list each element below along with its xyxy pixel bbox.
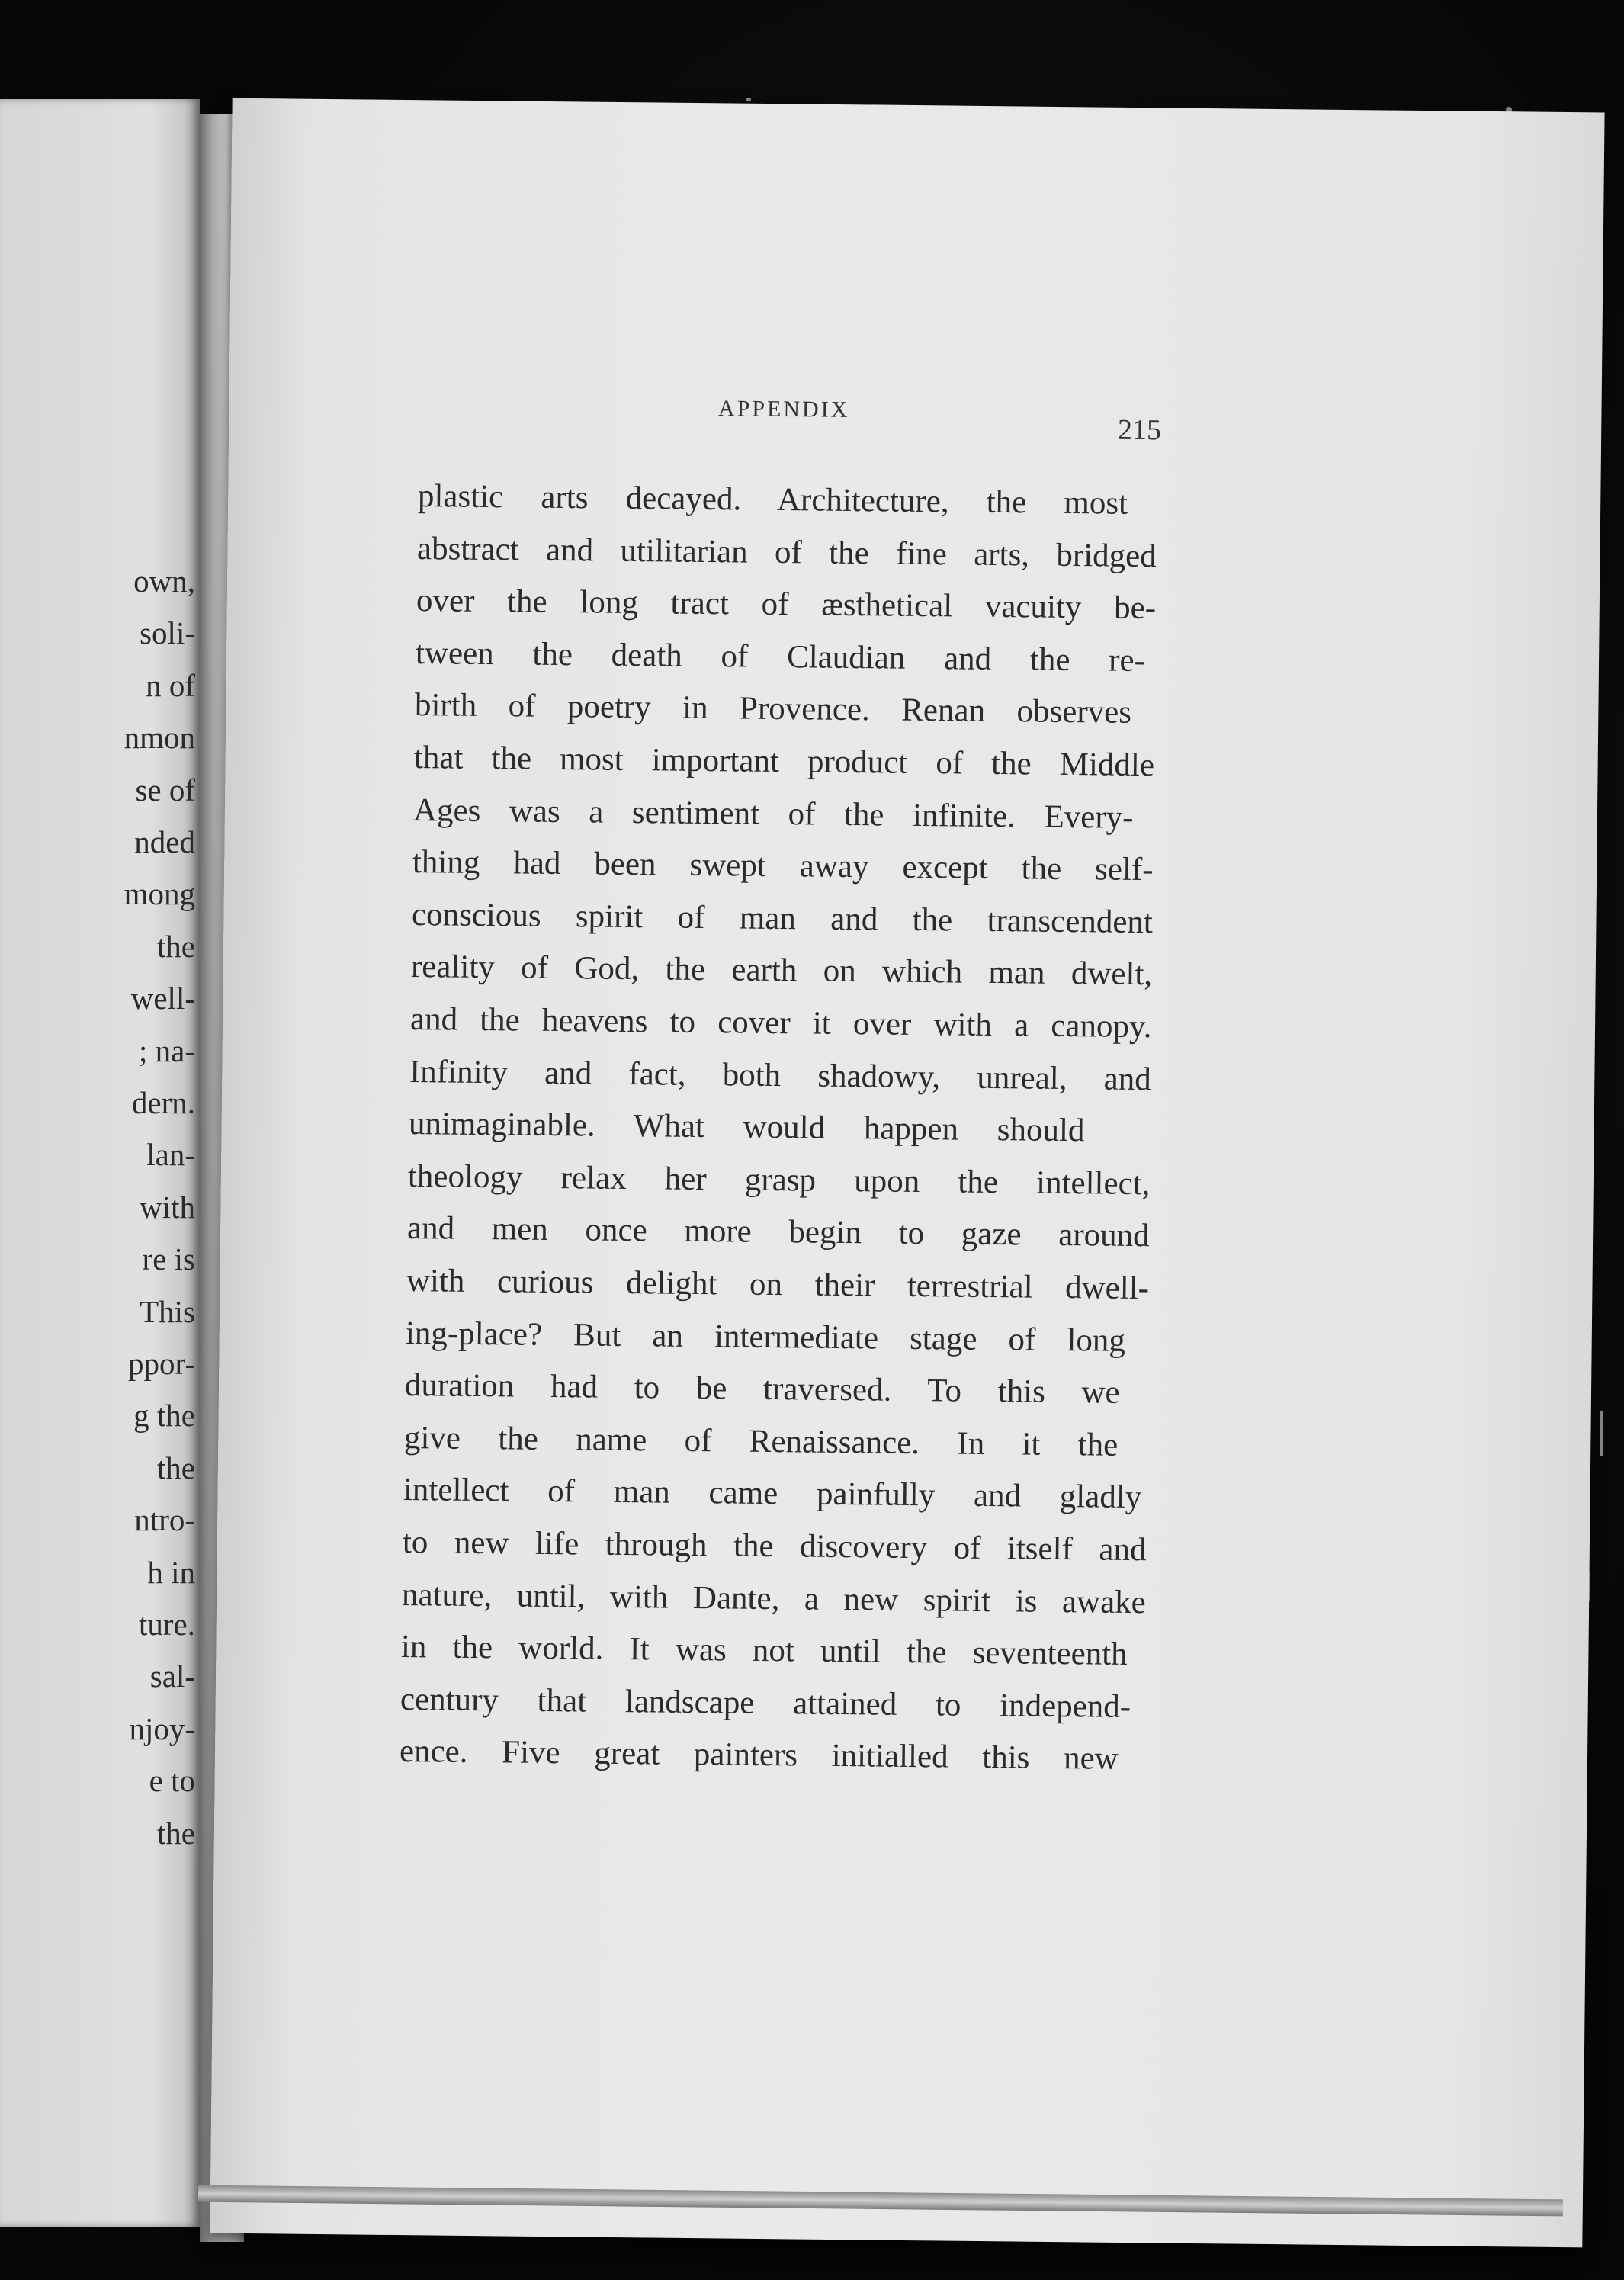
- previous-page-line: dern.: [131, 1085, 195, 1120]
- previous-page-line: This: [140, 1293, 195, 1329]
- body-line: nature, until, with Dante, a new spirit is awake: [401, 1576, 1147, 1620]
- dust-speck: [746, 98, 751, 101]
- previous-page-line: the: [156, 1450, 195, 1485]
- body-line: over the long tract of æsthetical vacuity be-: [416, 583, 1157, 627]
- body-line: century that landscape attained to independ-: [400, 1681, 1131, 1725]
- body-line: Ages was a sentiment of the infinite. Every-: [412, 792, 1134, 836]
- previous-page-line: with: [140, 1189, 195, 1225]
- previous-page: [0, 99, 200, 2227]
- previous-page-line: h in: [147, 1554, 195, 1590]
- body-line: with curious delight on their terrestrial dwell-: [406, 1263, 1150, 1307]
- previous-page-line: se of: [135, 772, 195, 808]
- body-line: plastic arts decayed. Architecture, the most: [417, 478, 1128, 522]
- body-line: duration had to be traversed. To this we: [404, 1367, 1120, 1411]
- body-line: reality of God, the earth on which man dwelt,: [410, 949, 1153, 993]
- previous-page-line: n of: [146, 667, 195, 703]
- previous-page-line: ppor-: [128, 1346, 195, 1381]
- body-line: in the world. It was not until the seventeenth: [400, 1629, 1128, 1673]
- body-line: birth of poetry in Provence. Renan observes: [414, 687, 1132, 731]
- previous-page-line: the: [156, 928, 195, 964]
- previous-page-line: the: [156, 1815, 195, 1851]
- body-line: tween the death of Claudian and the re-: [415, 634, 1146, 679]
- body-line: to new life through the discovery of itself and: [402, 1524, 1147, 1569]
- body-line: ence. Five great painters initialled this new: [399, 1733, 1119, 1777]
- previous-page-line: njoy-: [129, 1710, 195, 1746]
- previous-page-line: sal-: [149, 1659, 195, 1694]
- body-line: thing had been swept away except the self-: [412, 844, 1154, 888]
- body-line: and men once more begin to gaze around: [406, 1210, 1150, 1254]
- previous-page-line: ture.: [139, 1607, 195, 1642]
- running-head: APPENDIX: [717, 396, 850, 422]
- dust-speck: [1600, 1411, 1603, 1456]
- previous-page-line: well-: [130, 981, 195, 1016]
- previous-page-line: mong: [124, 876, 195, 912]
- previous-page-line: ; na-: [139, 1032, 195, 1068]
- body-line: theology relax her grasp upon the intellect,: [407, 1158, 1151, 1202]
- body-line: that the most important product of the Middle: [413, 740, 1155, 784]
- previous-page-line: ntro-: [134, 1502, 195, 1538]
- body-line: ing-place? But an intermediate stage of long: [405, 1315, 1126, 1359]
- page-number: 215: [1117, 413, 1162, 447]
- previous-page-line: g the: [133, 1398, 195, 1434]
- previous-page-line: re is: [142, 1241, 195, 1277]
- previous-page-line: own,: [133, 564, 195, 599]
- body-line: conscious spirit of man and the transcendent: [411, 896, 1154, 940]
- body-line: abstract and utilitarian of the fine arts, bridged: [416, 530, 1157, 574]
- body-line: and the heavens to cover it over with a canopy.: [409, 1001, 1152, 1045]
- previous-page-line: nmon: [124, 720, 195, 756]
- body-line: unimaginable. What would happen should: [408, 1106, 1085, 1149]
- body-line: Infinity and fact, both shadowy, unreal, and: [409, 1053, 1152, 1097]
- previous-page-line: lan-: [146, 1137, 195, 1173]
- previous-page-line: soli-: [140, 615, 195, 651]
- body-line: give the name of Renaissance. In it the: [403, 1419, 1119, 1463]
- previous-page-line: e to: [149, 1763, 195, 1799]
- previous-page-line: nded: [134, 824, 195, 859]
- body-line: intellect of man came painfully and gladly: [403, 1472, 1142, 1516]
